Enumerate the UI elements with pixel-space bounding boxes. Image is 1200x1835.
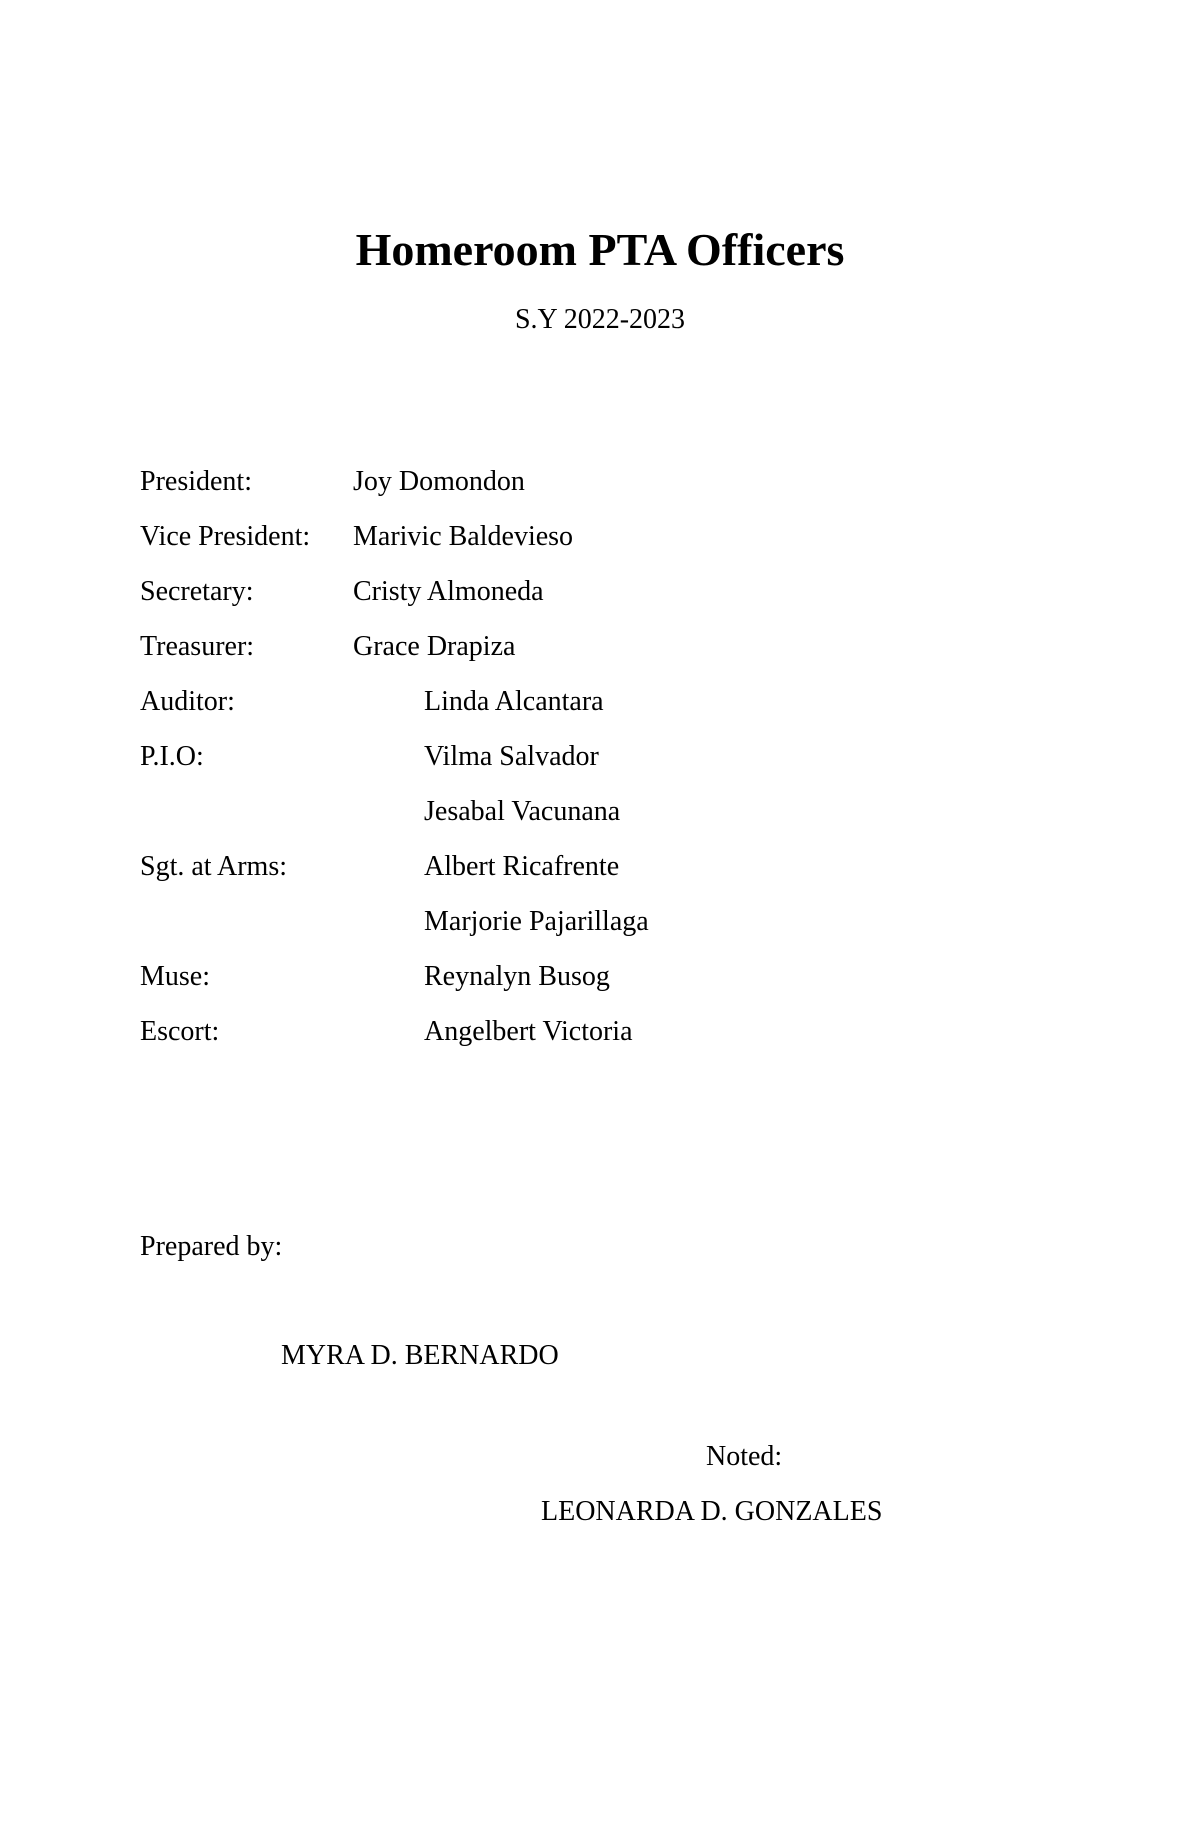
officer-name: Grace Drapiza <box>353 631 516 662</box>
officer-row-auditor <box>140 680 840 735</box>
officers-list <box>140 460 840 1065</box>
officer-row-escort <box>140 1010 840 1065</box>
officer-row-president <box>140 460 840 515</box>
officer-row-vice-president <box>140 515 840 570</box>
officer-row-pio <box>140 735 840 790</box>
officer-name: Jesabal Vacunana <box>424 796 621 827</box>
officer-row-treasurer <box>140 625 840 680</box>
officer-role: President: <box>140 466 252 497</box>
officer-role: Auditor: <box>140 686 235 717</box>
prepared-by-name: MYRA D. BERNARDO <box>281 1340 559 1371</box>
officer-name: Joy Domondon <box>353 466 525 497</box>
officer-row-pio-2 <box>140 790 840 845</box>
officer-name: Vilma Salvador <box>424 741 599 772</box>
officer-name: Marjorie Pajarillaga <box>424 906 649 937</box>
officer-name: Marivic Baldevieso <box>353 521 574 552</box>
officer-name: Reynalyn Busog <box>424 961 610 992</box>
noted-by-name: LEONARDA D. GONZALES <box>541 1496 883 1527</box>
officer-row-sgt-at-arms-2 <box>140 900 840 955</box>
officer-name: Cristy Almoneda <box>353 576 544 607</box>
prepared-by-label: Prepared by: <box>140 1231 283 1262</box>
officer-row-muse <box>140 955 840 1010</box>
officer-role: P.I.O: <box>140 741 204 772</box>
officer-role: Muse: <box>140 961 210 992</box>
officer-name: Linda Alcantara <box>424 686 604 717</box>
officer-role: Treasurer: <box>140 631 255 662</box>
school-year: S.Y 2022-2023 <box>514 304 686 335</box>
officer-role: Secretary: <box>140 576 254 607</box>
officer-name: Angelbert Victoria <box>424 1016 633 1047</box>
officer-name: Albert Ricafrente <box>424 851 620 882</box>
officer-role: Sgt. at Arms: <box>140 851 288 882</box>
officer-role: Vice President: <box>140 521 311 552</box>
officer-role: Escort: <box>140 1016 220 1047</box>
noted-label: Noted: <box>706 1441 783 1472</box>
page-title: Homeroom PTA Officers <box>355 224 845 275</box>
officer-row-secretary <box>140 570 840 625</box>
officer-row-sgt-at-arms <box>140 845 840 900</box>
